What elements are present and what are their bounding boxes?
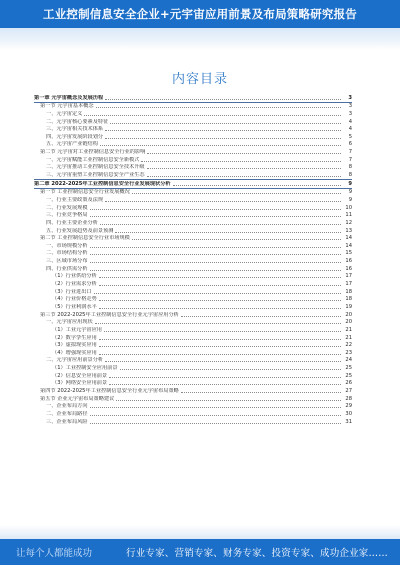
toc-page-number: 9	[348, 189, 352, 196]
toc-item[interactable]	[34, 126, 352, 134]
toc-item[interactable]	[34, 110, 352, 118]
toc-item[interactable]	[34, 133, 352, 141]
toc-page-number: 5	[348, 133, 352, 140]
toc-entry-title: 一、元宇宙应用现状	[46, 319, 93, 326]
toc-dot-leader	[105, 360, 341, 362]
toc-entry-title: 第四节 2022-2025年工业控制信息安全行业元宇宙布局策略	[40, 387, 179, 394]
toc-page-number: 21	[345, 326, 352, 333]
toc-page-number: 8	[348, 172, 352, 179]
toc-entry-title: （2）信息安全应用前景	[52, 372, 108, 379]
toc-dot-leader	[105, 129, 341, 131]
toc-item[interactable]	[34, 403, 352, 411]
toc-page-number: 7	[348, 156, 352, 163]
toc-entry-title: 五、行业发展趋势及前景预测	[46, 227, 114, 234]
toc-entry-title: （1）工业元宇宙应用	[52, 326, 102, 333]
toc-page-number: 22	[345, 342, 352, 349]
toc-entry-title: （1）工业控制安全应用前景	[52, 365, 118, 372]
toc-dot-leader	[90, 414, 341, 416]
toc-entry-title: 第二章 2022-2025年工业控制信息安全行业发展现状分析	[34, 180, 171, 187]
toc-item[interactable]	[34, 219, 352, 227]
toc-page-number: 7	[348, 149, 352, 156]
toc-section[interactable]	[34, 395, 352, 403]
toc-entry-title: 一、市场规模分析	[46, 242, 88, 249]
toc-page-number: 31	[345, 418, 352, 425]
toc-item[interactable]	[34, 118, 352, 126]
toc-dot-leader	[90, 208, 341, 210]
toc-dot-leader	[173, 184, 341, 186]
toc-dot-leader	[95, 322, 341, 324]
toc-page-number: 6	[348, 141, 352, 148]
toc-item[interactable]	[34, 156, 352, 164]
toc-entry-title: 第一节 元宇宙基本概念	[40, 103, 94, 110]
footer-slogan: 让每个人都能成功	[16, 548, 93, 559]
toc-dot-leader	[90, 422, 341, 424]
toc-dot-leader	[90, 269, 341, 271]
toc-dot-leader	[147, 152, 341, 154]
toc-item[interactable]	[34, 288, 352, 296]
toc-dot-leader	[90, 406, 341, 408]
toc-entry-title: （3）行业进出口	[52, 288, 92, 295]
toc-section[interactable]	[34, 148, 352, 156]
toc-item[interactable]	[34, 410, 352, 418]
toc-item[interactable]	[34, 196, 352, 204]
toc-dot-leader	[99, 353, 341, 355]
toc-dot-leader	[84, 114, 341, 116]
toc-page-number: 28	[345, 395, 352, 402]
toc-dot-leader	[120, 368, 341, 370]
toc-page-number: 15	[345, 250, 352, 257]
toc-entry-title: （5）行业利润水平	[52, 303, 97, 310]
toc-page-number: 25	[345, 365, 352, 372]
toc-page-number: 9	[348, 196, 352, 203]
toc-page-number: 20	[345, 311, 352, 318]
toc-item[interactable]	[34, 141, 352, 149]
toc-page-number: 30	[345, 410, 352, 417]
toc-dot-leader	[132, 238, 341, 240]
toc-page-number: 17	[345, 273, 352, 280]
toc-section[interactable]	[34, 235, 352, 243]
toc-page-number: 9	[348, 180, 352, 187]
toc-dot-leader	[94, 292, 341, 294]
toc-section[interactable]	[34, 103, 352, 111]
toc-entry-title: 四、元宇宙发展阶段划分	[46, 133, 104, 140]
toc-dot-leader	[90, 261, 341, 263]
toc-dot-leader	[147, 167, 341, 169]
toc-dot-leader	[96, 106, 341, 108]
toc-entry-title: 三、企业布局风险	[46, 418, 88, 425]
toc-page-number: 23	[345, 349, 352, 356]
toc-page-number: 16	[345, 265, 352, 272]
toc-dot-leader	[109, 376, 341, 378]
toc-entry-title: 二、企业布局路径	[46, 410, 88, 417]
toc-item[interactable]	[34, 227, 352, 235]
report-header	[0, 0, 400, 28]
toc-entry-title: （3）网络安全应用前景	[52, 380, 108, 387]
report-title: 工业控制信息安全企业+元宇宙应用前景及布局策略研究报告	[42, 7, 358, 21]
toc-entry-title: （1）行业供给分析	[52, 273, 97, 280]
toc-item[interactable]	[34, 364, 352, 372]
toc-chapter[interactable]	[34, 94, 352, 102]
toc-item[interactable]	[34, 296, 352, 304]
toc-page-number: 20	[345, 319, 352, 326]
toc-item[interactable]	[34, 273, 352, 281]
toc-dot-leader	[181, 391, 341, 393]
toc-page-number: 16	[345, 258, 352, 265]
toc-dot-leader	[141, 160, 341, 162]
toc-dot-leader	[100, 223, 341, 225]
footer-experts: 行业专家、营销专家、财务专家、投资专家、成功企业家……	[126, 548, 388, 559]
toc-entry-title: 二、元宇宙核心要素及特征	[46, 118, 109, 125]
toc-dot-leader	[99, 276, 341, 278]
toc-entry-title: 三、元宇宙重塑工业控制信息安全产业生态	[46, 172, 145, 179]
toc-dot-leader	[90, 246, 341, 248]
toc-entry-title: （2）行业需求分析	[52, 281, 97, 288]
toc-entry-title: 二、元宇宙推动工业控制信息安全技术升级	[46, 164, 145, 171]
toc-entry-title: （4）行业价格走势	[52, 296, 97, 303]
toc-entry-title: （2）数字孪生应用	[52, 334, 97, 341]
toc-section[interactable]	[34, 387, 352, 395]
toc-entry-title: 第五节 企业元宇宙布局策略建议	[40, 395, 115, 402]
toc-item[interactable]	[34, 334, 352, 342]
toc-page-number: 4	[348, 118, 352, 125]
toc-entry-title: 四、行业供需分析	[46, 265, 88, 272]
toc-item[interactable]	[34, 342, 352, 350]
toc-dot-leader	[105, 200, 341, 202]
toc-item[interactable]	[34, 171, 352, 179]
toc-item[interactable]	[34, 303, 352, 311]
toc-dot-leader	[99, 299, 341, 301]
toc-page-number: 21	[345, 334, 352, 341]
toc-section[interactable]	[34, 311, 352, 319]
toc-entry-title: 第三节 2022-2025年工业控制信息安全行业元宇宙应用分析	[40, 311, 179, 318]
toc-entry-title: 第一章 元宇宙概念及发展历程	[34, 94, 104, 101]
toc-page-number: 14	[345, 242, 352, 249]
toc-page-number: 19	[345, 303, 352, 310]
toc-page-number: 3	[348, 94, 352, 101]
toc-entry-title: 第二节 元宇宙对工业控制信息安全行业的影响	[40, 149, 146, 156]
toc-entry-title: 四、行业主要企业分析	[46, 219, 98, 226]
toc-entry-title: 三、元宇宙相关技术体系	[46, 126, 104, 133]
toc-page-number: 10	[345, 204, 352, 211]
report-footer	[0, 539, 400, 565]
toc-dot-leader	[110, 122, 341, 124]
toc-entry-title: 一、企业布局方向	[46, 403, 88, 410]
toc-page-number: 4	[348, 126, 352, 133]
toc-dot-leader	[90, 253, 341, 255]
toc-entry-title: 三、区域市场分布	[46, 258, 88, 265]
toc-item[interactable]	[34, 212, 352, 220]
toc-dot-leader	[105, 137, 341, 139]
toc-item[interactable]	[34, 349, 352, 357]
toc-page-number: 18	[345, 288, 352, 295]
toc-dot-leader	[147, 175, 341, 177]
toc-entry-title: 第一节 工业控制信息安全行业发展概况	[40, 189, 130, 196]
toc-page-number: 3	[348, 103, 352, 110]
toc-page-number: 14	[345, 235, 352, 242]
toc-heading: 内容目录	[171, 72, 228, 87]
toc-item[interactable]	[34, 357, 352, 365]
toc-item[interactable]	[34, 164, 352, 172]
toc-dot-leader	[181, 315, 341, 317]
toc-dot-leader	[100, 144, 341, 146]
toc-page-number: 25	[345, 372, 352, 379]
toc-item[interactable]	[34, 265, 352, 273]
toc-page-number: 8	[348, 164, 352, 171]
toc-dot-leader	[115, 231, 341, 233]
toc-page-number: 3	[348, 110, 352, 117]
toc-dot-leader	[132, 192, 341, 194]
toc-page-number: 29	[345, 403, 352, 410]
toc-entry-title: 五、元宇宙产业链结构	[46, 141, 98, 148]
table-of-contents	[34, 94, 352, 426]
toc-item[interactable]	[34, 380, 352, 388]
toc-dot-leader	[99, 284, 341, 286]
toc-item[interactable]	[34, 280, 352, 288]
toc-dot-leader	[90, 215, 341, 217]
toc-page-number: 11	[345, 212, 352, 219]
toc-dot-leader	[109, 383, 341, 385]
toc-page-number: 27	[345, 387, 352, 394]
toc-entry-title: 一、行业主要政策及法规	[46, 196, 104, 203]
toc-item[interactable]	[34, 257, 352, 265]
header-gradient-band	[0, 28, 400, 50]
toc-page-number: 24	[345, 357, 352, 364]
toc-page-number: 17	[345, 281, 352, 288]
toc-item[interactable]	[34, 242, 352, 250]
toc-entry-title: 三、行业竞争格局	[46, 212, 88, 219]
toc-entry-title: 一、元宇宙赋能工业控制信息安全新模式	[46, 156, 140, 163]
toc-dot-leader	[99, 338, 341, 340]
toc-page-number: 26	[345, 380, 352, 387]
toc-item[interactable]	[34, 319, 352, 327]
toc-section[interactable]	[34, 189, 352, 197]
toc-item[interactable]	[34, 372, 352, 380]
toc-item[interactable]	[34, 250, 352, 258]
footer-gradient-band	[0, 525, 400, 539]
toc-item[interactable]	[34, 204, 352, 212]
toc-entry-title: 二、行业发展规模	[46, 204, 88, 211]
toc-dot-leader	[116, 399, 341, 401]
toc-dot-leader	[105, 98, 341, 100]
toc-entry-title: 第二节 工业控制信息安全行业市场规模	[40, 235, 130, 242]
toc-item[interactable]	[34, 418, 352, 426]
toc-dot-leader	[104, 330, 341, 332]
toc-item[interactable]	[34, 326, 352, 334]
toc-entry-title: （3）虚拟现实应用	[52, 342, 97, 349]
toc-page-number: 13	[345, 227, 352, 234]
toc-page-number: 12	[345, 219, 352, 226]
toc-dot-leader	[99, 345, 341, 347]
toc-entry-title: 二、元宇宙应用前景分析	[46, 357, 104, 364]
toc-entry-title: 一、元宇宙定义	[46, 110, 83, 117]
toc-dot-leader	[99, 307, 341, 309]
toc-chapter[interactable]	[34, 180, 352, 188]
toc-page-number: 18	[345, 296, 352, 303]
toc-entry-title: （4）增强现实应用	[52, 349, 97, 356]
toc-entry-title: 二、市场结构分析	[46, 250, 88, 257]
